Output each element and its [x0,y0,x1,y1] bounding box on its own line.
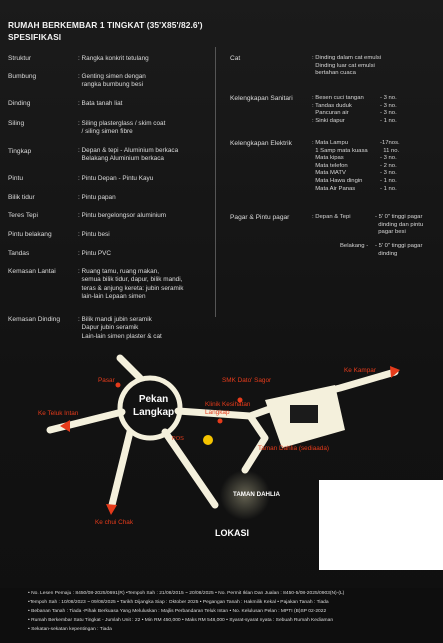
map-label-smk: SMK Dato' Sagor [222,377,272,384]
spec-value-sanitari: : Besen cuci tangan : Tandas duduk Pancuran air : Sinki dapur [312,95,364,124]
spec-value-pagar-depan: : Depan & Tepi [312,214,351,220]
spec-label-pintu-belakang: Pintu belakang [8,231,52,238]
spec-label-kemasan-lantai: Kemasan Lantai [8,268,56,275]
spec-label-siling: Siling [8,120,25,127]
spec-label-struktur: Struktur [8,55,32,62]
map-label-teluk-intan: Ke Teluk Intan [38,410,79,417]
spec-value-kemasan-dinding: : Bilik mandi jubin seramik Dapur jubin seramik Lain-lain simen plaster & cat [78,316,162,340]
shell-station-icon [203,435,213,445]
spec-label-teres-tepi: Teres Tepi [8,212,38,219]
spec-value-dinding: : Bata tanah liat [78,100,123,107]
road-pasar [120,358,140,378]
spec-value-pintu: : Pintu Depan - Pintu Kayu [78,175,154,182]
spec-value-cat: : Dinding dalam cat emulsi Dinding luar cat emulsi bertahan cuaca [312,55,382,77]
spec-label-kemasan-dinding: Kemasan Dinding [8,316,61,323]
spec-value-pagar-belakang: Belakang - [340,243,369,249]
spec-value-elektrik: : Mata Lampu 1 Samp mata kuasa Mata kipas Mata telefon Mata MATV Mata Hawa dingin Mata Air Panas [312,140,368,192]
blank-panel [319,480,443,570]
spec-label-pintu: Pintu [8,175,24,182]
spec-value-teres-tepi: : Pintu bergelongsor aluminium [78,212,167,219]
map-label-pasar: Pasar [98,377,115,384]
spec-value-bilik-tidur: : Pintu papan [78,194,116,201]
spec-label-bilik-tidur: Bilik tidur [8,194,35,201]
spec-label-tandas: Tandas [8,250,30,257]
spec-value-siling: : Siling plasterglass / skim coat / siling simen fibre [78,120,166,136]
spec-value-tandas: : Pintu PVC [78,250,112,257]
map-label-kampar: Ke Kampar [344,367,376,374]
pasar-marker-icon [116,383,121,388]
spec-label-bumbung: Bumbung [8,73,37,80]
spec-label-cat: Cat [230,55,241,62]
spec-label-tingkap: Tingkap [8,148,32,155]
footer-line-1: • No. Lesen Pemaju : 8450/08-2025/0691(R) •Tempoh Sah : 21/08/2015 ~ 20/08/2025 • No. Permit Iklan Dan Jualan : 8450-5/08-2025/0903(N)-(L) [28,591,345,596]
footer-line-2: •Tempoh Sah : 10/08/2023 ~ 09/08/2025 • Tarikh Dijangka Siap : Oktober 2025 • Pegangan Tanah : Hakmilik Kekal • Pajakan Tanah : Tiada [28,600,329,605]
spec-value-tingkap: : Depan & tepi - Aluminium berkaca Belakang Aluminium berkaca [78,147,179,163]
spec-qty-pagar-belakang: - 5' 0" tinggi pagar dinding [375,243,423,257]
map-label-klinik: Klinik Kesihatan Langkap [205,401,251,416]
section-title-spesifikasi: SPESIFIKASI [8,32,62,42]
spec-qty-sanitari: - 3 no. - 3 no. - 3 no. - 1 no. [380,95,397,124]
spec-qty-pagar-depan: - 5' 0" tinggi pagar dinding dan pintu pagar besi [375,214,424,236]
klinik-marker-icon [218,419,223,424]
spec-label-dinding: Dinding [8,100,31,107]
spec-value-struktur: : Rangka konkrit tetulang [78,55,149,62]
spec-qty-elektrik: -17nos. 11 no. - 3 no. - 2 no. - 3 no. - 1 no. - 1 no. [380,140,400,192]
page-title: RUMAH BERKEMBAR 1 TINGKAT (35'X85'/82.6') [8,20,203,30]
spec-label-pagar: Pagar & Pintu pagar [230,214,290,221]
map-label-chui-chak: Ke chui Chak [95,519,134,526]
spec-label-sanitari: Kelengkapan Sanitari [230,95,293,102]
map-label-taman-dahlia: Taman Dahlia (sediaada) [258,445,330,452]
map-town-label: Pekan Langkap [133,394,175,418]
footer-line-5: • Sekatan-sekatan kepentingan : Tiada [28,627,112,632]
map-label-pos: POS [172,436,184,442]
arrow-chui-chak-icon [106,504,117,515]
spec-value-bumbung: : Genting simen dengan rangka bumbung besi [78,73,146,89]
road-taman [245,416,265,470]
footer-line-3: • Bebanan Tanah : Tiada -Pihak Berkuasa Yang Meluluskan : Majlis Perbandaran Teluk Intan • No. Kelulusan Pelan : MPTI (B)SP 02-2022 [28,609,327,614]
taman-dahlia-logo: TAMAN DAHLIA [233,491,280,498]
spec-value-pintu-belakang: : Pintu besi [78,231,110,238]
column-divider [215,47,216,317]
spec-value-kemasan-lantai: : Ruang tamu, ruang makan, semua bilik tidur, dapur, bilik mandi, teras & anjung kereta: jubin seramik lain-lain Lepaan simen [78,268,184,301]
footer-line-4: • Rumah Berkembar Satu Tingkat - Jumlah Unit : 22 • Min RM 450,000 • Maks RM 548,000 • Syarat-syarat nyata : Sebuah Rumah Kediaman [28,618,334,623]
taman-dahlia-area [265,385,345,448]
road-chui-chak [112,432,130,505]
spec-label-elektrik: Kelengkapan Elektrik [230,140,292,147]
lokasi-label: LOKASI [215,528,250,538]
